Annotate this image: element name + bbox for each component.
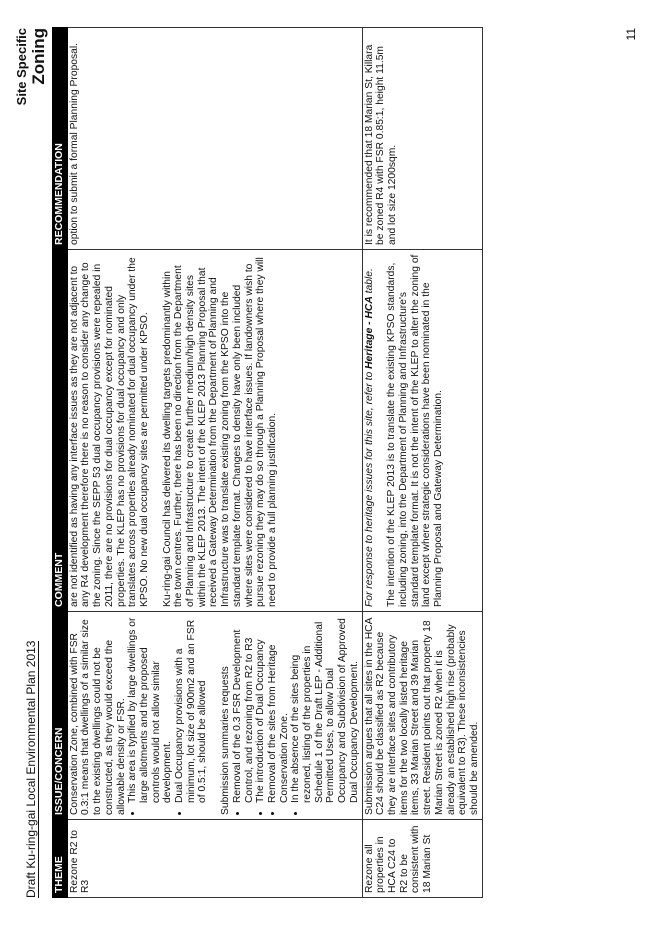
comment-text: The intention of the KLEP 2013 is to translate the existing KPSO standards, including zoning, into the Department of Planning and Infrastructure's standard template format. It is not the intent of the KLEP to alter the zoning of land except where strategic considerations have been nominated in the Planning Proposal and Gateway Determination.: [386, 254, 445, 607]
comment-text: Ku-ring-gai Council has delivered its dwelling targets predominantly within the town centres. Further, there has been no direction from the Department of Planning and Infrastructure to create further medium/high density sites within the KLEP 2013. The intent of the KLEP 2013 Planning Proposal that received a Gateway Determination from the Department of Planning and Infrastructure was to translate existing zoning from the KPSO into the standard template format. Changes to density have only been included where sites were considered to have interface issues. If landowners wish to pursue rezoning they may do so through a Planning Proposal where they will need to provide a full planning justification.: [161, 257, 278, 607]
column-header-theme: THEME: [53, 820, 68, 898]
recommendation-cell: [362, 28, 482, 250]
issue-bullet: • This area is typified by large dwellings or large allotments and the proposed controls would not allow similar development.: [127, 616, 174, 803]
theme-text: Rezone all properties in HCA C24 to R2 to be consistent with 18 Marian St: [363, 825, 434, 893]
issue-text: Conservation Zone, combined with FSR 0.3:1 means that dwellings of a similar size to the existing dwellings could not be constructed, as they would exceed the allowable density or FSR.: [68, 619, 127, 815]
issue-subheading: Submission summaries requests: [220, 666, 232, 815]
table-row: [67, 28, 362, 898]
column-header-issue: ISSUE/CONCERN: [53, 612, 68, 820]
theme-cell: [362, 820, 482, 898]
issue-bullet: • The introduction of Dual Occupancy: [255, 616, 267, 803]
note-prefix: For response to heritage issues for this site, refer to: [363, 371, 375, 607]
table-row: [362, 28, 482, 898]
section-title: Zoning: [29, 28, 48, 85]
heritage-hca-reference: Heritage - HCA: [363, 296, 375, 369]
issue-bullet: • Dual Occupancy provisions with a minimum, lot size of 900m2 and an FSR of 0.5:1, should be allowed: [174, 616, 209, 803]
issue-bullet: • Removal of the 0.3 FSR Development Control, and rezoning from R2 to R3: [232, 616, 255, 803]
issue-cell: [362, 612, 482, 820]
comment-cell: [67, 250, 362, 612]
theme-text: Rezone R2 to R3: [68, 830, 92, 893]
issue-cell: [67, 612, 362, 820]
recommendation-cell: [67, 28, 362, 250]
issue-bullet-list: [127, 616, 209, 815]
comment-cell: [362, 250, 482, 612]
section-category: Site Specific: [14, 28, 29, 106]
heritage-reference-note: [364, 254, 376, 607]
theme-cell: [67, 820, 362, 898]
issue-text: Submission argues that all sites in the HCA C24 should be classified as R2 because they are interface sites and contributory items for the two locally listed heritage items, 33 Marian Street and 39 Marian street. Resident points out that property 18 Marian Street is zoned R2 when it is already an established high rise (probably equivalent to R3). These inconsistencies should be amended.: [363, 618, 480, 815]
submissions-table: [52, 27, 483, 898]
column-header-recommendation: RECOMMENDATION: [53, 28, 68, 250]
page-number: 11: [624, 28, 638, 41]
recommendation-text: It is recommended that 18 Marian St, Killara be zoned R4 with FSR 0.85:1, height 11.5m and lot size 1200sqm.: [363, 44, 398, 245]
issue-bullet-list: [232, 616, 361, 815]
section-header: [14, 28, 48, 105]
recommendation-text: option to submit a formal Planning Proposal.: [68, 42, 80, 245]
note-suffix: table.: [363, 268, 375, 294]
issue-bullet: • Removal of the sites from Heritage Conservation Zone.: [267, 616, 290, 803]
column-header-comment: COMMENT: [53, 250, 68, 612]
comment-text: are not identified as having any interface issues as they are not adjacent to any R4 development therefore there is no reason to consider any change to the zoning. Since the SEPP 53 dual occupancy provisions were repealed in 2011, there are no provisions for dual occupancy except for nominated properties. The KLEP has no provisions for dual occupancy and only translates across properties already nominated for dual occupancy under the KPSO. No new dual occupancy sites are permitted under KPSO.: [68, 257, 150, 607]
document-title: Draft Ku-ring-gai Local Environmental Plan 2013: [24, 640, 38, 898]
table-header-row: [53, 28, 68, 898]
issue-bullet: • In the absence of the sites being rezoned, listing of the properties in Schedule 1 of the Draft LEP - Additional Permitted Uses, to allow Dual Occupancy and Subdivision of Approved Dual Occupancy Development.: [290, 616, 360, 803]
